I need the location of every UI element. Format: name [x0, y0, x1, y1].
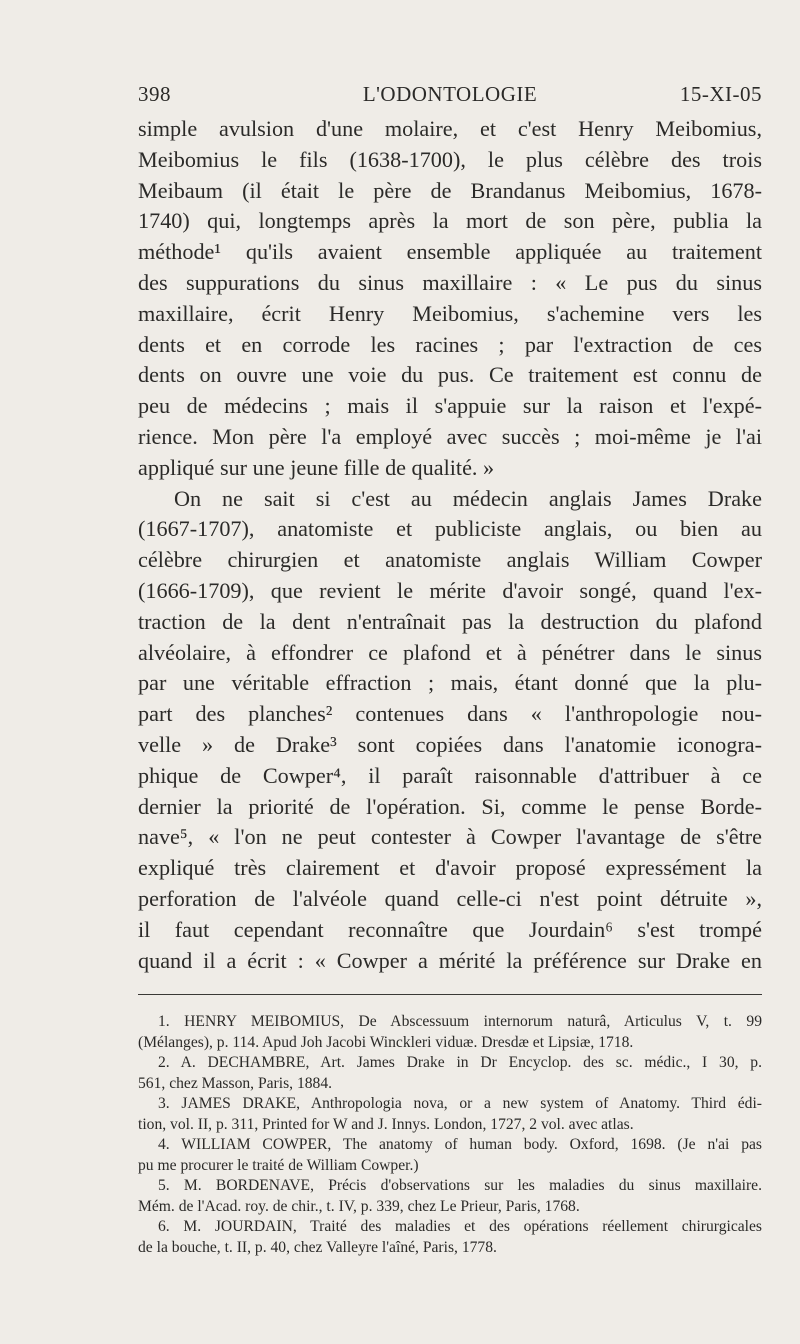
- body-line: Meibaum (il était le père de Brandanus Meibomius, 1678-: [138, 177, 762, 203]
- body-line: dents et en corrode les racines ; par l'extraction de ces: [138, 331, 762, 357]
- body-text: [138, 114, 762, 976]
- body-line: alvéolaire, à effondrer ce plafond et à pénétrer dans le sinus: [138, 639, 762, 665]
- body-line: phique de Cowper⁴, il paraît raisonnable d'attribuer à ce: [138, 762, 762, 788]
- footnote-rule: [138, 994, 762, 995]
- footnote: [138, 1176, 762, 1217]
- footnote-line: 4. WILLIAM COWPER, The anatomy of human body. Oxford, 1698. (Je n'ai pas: [158, 1136, 762, 1154]
- footnote-line: pu me procurer le traité de William Cowper.): [138, 1156, 419, 1174]
- footnote-line: Mém. de l'Acad. roy. de chir., t. IV, p. 339, chez Le Prieur, Paris, 1768.: [138, 1197, 580, 1215]
- body-line: méthode¹ qu'ils avaient ensemble appliquée au traitement: [138, 239, 762, 265]
- footnotes: [138, 1012, 762, 1258]
- body-line: Meibomius le fils (1638-1700), le plus célèbre des trois: [138, 146, 762, 172]
- body-line: quand il a écrit : « Cowper a mérité la préférence sur Drake en: [138, 947, 762, 973]
- body-line: il faut cependant reconnaître que Jourdain⁶ s'est trompé: [138, 916, 762, 942]
- body-line: traction de la dent n'entraînait pas la destruction du plafond: [138, 608, 762, 634]
- footnote-line: 3. JAMES DRAKE, Anthropologia nova, or a new system of Anatomy. Third édi-: [158, 1095, 762, 1113]
- body-line: dernier la priorité de l'opération. Si, comme le pense Borde-: [138, 793, 762, 819]
- page-number: 398: [138, 82, 171, 106]
- footnote-line: 561, chez Masson, Paris, 1884.: [138, 1074, 333, 1092]
- running-head: [138, 82, 762, 114]
- body-line: perforation de l'alvéole quand celle-ci n'est point détruite »,: [138, 885, 762, 911]
- body-line: part des planches² contenues dans « l'anthropologie nou-: [138, 701, 762, 727]
- body-line: nave⁵, « l'on ne peut contester à Cowper l'avantage de s'être: [138, 824, 762, 850]
- footnote: [138, 1217, 762, 1258]
- body-line: maxillaire, écrit Henry Meibomius, s'achemine vers les: [138, 300, 762, 326]
- journal-title: L'ODONTOLOGIE: [362, 82, 538, 106]
- footnote-line: (Mélanges), p. 114. Apud Joh Jacobi Winckleri viduæ. Dresdæ et Lipsiæ, 1718.: [138, 1033, 634, 1051]
- body-line: dents on ouvre une voie du pus. Ce traitement est connu de: [138, 362, 762, 388]
- issue-date: 15-XI-05: [679, 82, 762, 106]
- footnote-line: tion, vol. II, p. 311, Printed for W and J. Innys. London, 1727, 2 vol. avec atlas.: [138, 1115, 634, 1133]
- footnote-line: 1. HENRY MEIBOMIUS, De Abscessuum internorum naturâ, Articulus V, t. 99: [158, 1013, 762, 1031]
- footnote-line: 6. M. JOURDAIN, Traité des maladies et des opérations réellement chirurgicales: [158, 1218, 762, 1236]
- body-line: des suppurations du sinus maxillaire : « Le pus du sinus: [138, 269, 762, 295]
- footnote-line: de la bouche, t. II, p. 40, chez Valleyre l'aîné, Paris, 1778.: [138, 1238, 497, 1256]
- footnote: [138, 1135, 762, 1176]
- footnote-line: 5. M. BORDENAVE, Précis d'observations sur les maladies du sinus maxillaire.: [158, 1177, 762, 1195]
- footnote: [138, 1094, 762, 1135]
- body-line: (1666-1709), que revient le mérite d'avoir songé, quand l'ex-: [138, 577, 762, 603]
- body-line: velle » de Drake³ sont copiées dans l'anatomie iconogra-: [138, 731, 762, 757]
- body-line: On ne sait si c'est au médecin anglais James Drake: [174, 485, 762, 511]
- body-line: rience. Mon père l'a employé avec succès ; moi-même je l'ai: [138, 423, 762, 449]
- body-line: appliqué sur une jeune fille de qualité. »: [138, 454, 495, 480]
- body-line: simple avulsion d'une molaire, et c'est Henry Meibomius,: [138, 116, 762, 141]
- body-line: peu de médecins ; mais il s'appuie sur la raison et l'expé-: [138, 393, 762, 419]
- body-line: (1667-1707), anatomiste et publiciste anglais, ou bien au: [138, 516, 762, 542]
- page: [138, 82, 762, 1258]
- body-line: par une véritable effraction ; mais, étant donné que la plu-: [138, 670, 762, 696]
- body-line: 1740) qui, longtemps après la mort de son père, publia la: [138, 208, 762, 234]
- body-line: célèbre chirurgien et anatomiste anglais William Cowper: [138, 547, 762, 573]
- footnote: [138, 1012, 762, 1053]
- footnote: [138, 1053, 762, 1094]
- footnote-line: 2. A. DECHAMBRE, Art. James Drake in Dr Encyclop. des sc. médic., I 30, p.: [158, 1054, 762, 1072]
- body-line: expliqué très clairement et d'avoir proposé expressément la: [138, 855, 762, 881]
